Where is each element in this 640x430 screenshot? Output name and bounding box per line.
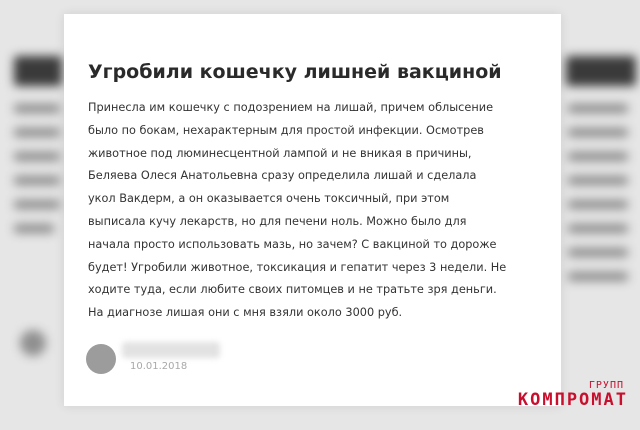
blurred-avatar bbox=[20, 330, 46, 356]
blurred-text-line bbox=[14, 104, 60, 113]
blurred-text-line bbox=[568, 224, 628, 233]
blurred-heading-left bbox=[14, 56, 62, 86]
review-title: Угробили кошечку лишней вакциной bbox=[88, 61, 502, 83]
review-body-line: укол Вакдерм, а он оказывается очень токсичный, при этом bbox=[88, 192, 450, 206]
blurred-text-line bbox=[14, 224, 54, 233]
blurred-text-line bbox=[568, 272, 628, 281]
review-body-line: начала просто использовать мазь, но зачем? С вакциной то дороже bbox=[88, 237, 497, 251]
blurred-heading-right bbox=[566, 56, 636, 86]
author-avatar bbox=[86, 344, 116, 374]
watermark-logo bbox=[468, 380, 628, 420]
review-body-line: Принесла им кошечку с подозрением на лишай, причем облысение bbox=[88, 101, 494, 114]
review-body-line: будет! Угробили животное, токсикация и гепатит через 3 недели. Не bbox=[88, 260, 507, 274]
review-body-line: было по бокам, нехарактерным для простой инфекции. Осмотрев bbox=[88, 123, 484, 137]
blurred-text-line bbox=[14, 176, 60, 185]
blurred-text-line bbox=[568, 128, 628, 137]
review-body bbox=[88, 97, 548, 325]
review-body-line: животное под люминесцентной лампой и не вникая в причины, bbox=[88, 146, 472, 160]
blurred-text-line bbox=[568, 200, 628, 209]
watermark-main-text: КОМПРОМАТ bbox=[517, 390, 628, 410]
review-date: 10.01.2018 bbox=[130, 361, 188, 372]
blurred-text-line bbox=[568, 152, 628, 161]
blurred-text-line bbox=[14, 128, 60, 137]
blurred-text-line bbox=[14, 200, 60, 209]
review-body-line: Беляева Олеся Анатольевна сразу определила лишай и сделала bbox=[88, 169, 477, 183]
blurred-text-line bbox=[568, 248, 628, 257]
review-body-line: выписала кучу лекарств, но для печени ноль. Можно было для bbox=[88, 214, 467, 228]
review-body-line: На диагнозе лишая они с мня взяли около 3000 руб. bbox=[88, 306, 403, 320]
author-name-redacted bbox=[122, 342, 220, 358]
blurred-text-line bbox=[14, 152, 60, 161]
watermark-small-text: ГРУПП bbox=[588, 380, 624, 391]
blurred-text-line bbox=[568, 176, 628, 185]
blurred-text-line bbox=[568, 104, 628, 113]
review-body-line: ходите туда, если любите своих питомцев и не тратьте зря деньги. bbox=[88, 283, 497, 297]
review-card bbox=[64, 14, 561, 406]
